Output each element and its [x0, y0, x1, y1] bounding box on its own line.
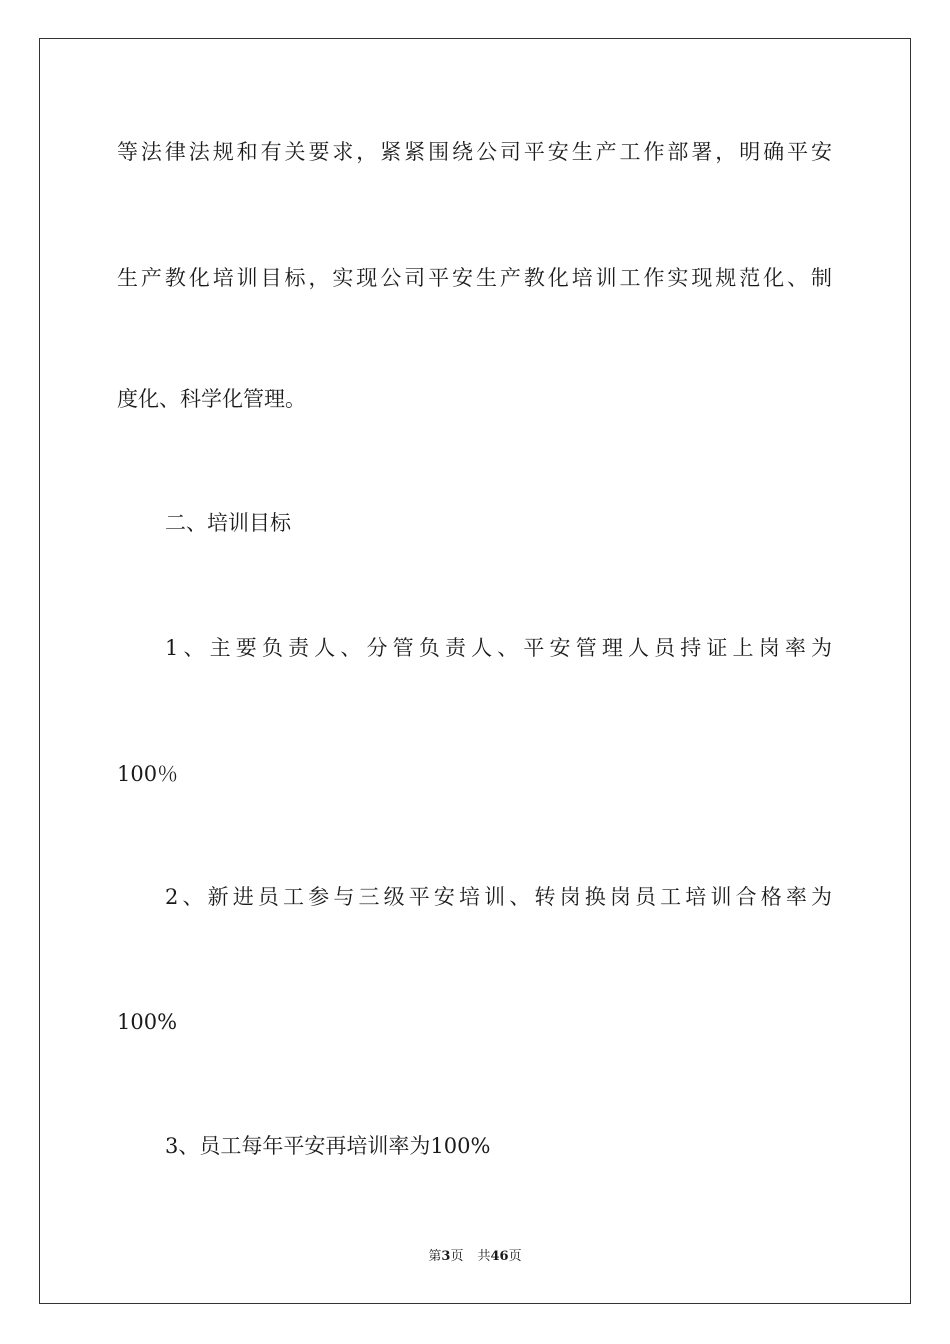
item-2-line-1: 2、新进员工参与三级平安培训、转岗换岗员工培训合格率为	[165, 885, 832, 909]
item-3-line-1: 3、员工每年平安再培训率为100%	[165, 1134, 491, 1158]
page-border	[39, 38, 911, 1304]
item-1-line-2: 100％	[117, 762, 179, 786]
paragraph-line-2: 生产教化培训目标，实现公司平安生产教化培训工作实现规范化、制	[117, 266, 832, 290]
footer-page-suffix: 页	[450, 1249, 464, 1264]
item-2-line-2: 100%	[117, 1010, 178, 1034]
footer-page-number: 3	[441, 1249, 451, 1264]
footer-total-pages: 46	[490, 1249, 509, 1264]
section-heading: 二、培训目标	[165, 511, 291, 535]
footer-total-prefix: 共	[477, 1249, 491, 1264]
item-1-line-1: 1、主要负责人、分管负责人、平安管理人员持证上岗率为	[165, 636, 832, 660]
footer-total-suffix: 页	[508, 1249, 522, 1264]
paragraph-line-3: 度化、科学化管理。	[117, 387, 306, 411]
paragraph-line-1: 等法律法规和有关要求，紧紧围绕公司平安生产工作部署，明确平安	[117, 140, 832, 164]
page-footer	[0, 1248, 950, 1266]
footer-page-prefix: 第	[428, 1249, 442, 1264]
